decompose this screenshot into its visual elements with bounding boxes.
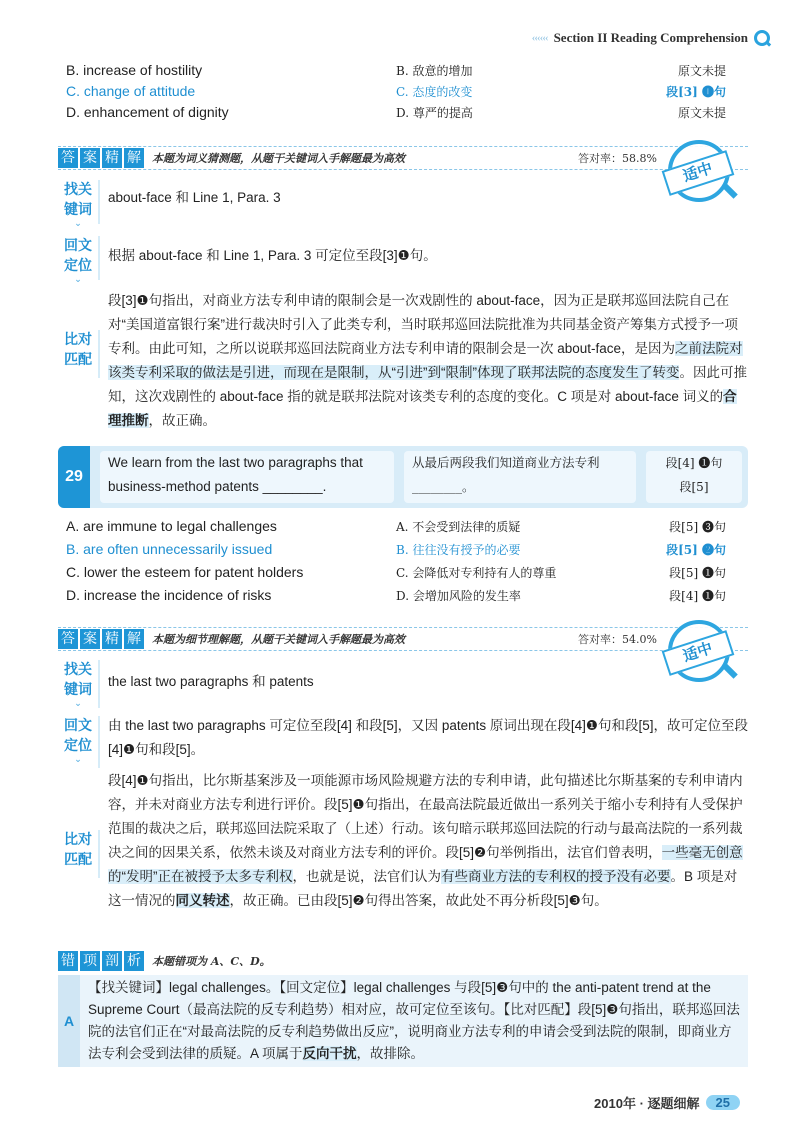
wrong-desc: 本题错项为 A、C、D。 (152, 955, 271, 968)
question-type-desc: 本题为细节理解题，从题干关键词入手解题最为高效 (152, 633, 405, 646)
locate-text: 根据 about-face 和 Line 1, Para. 3 可定位至段[3]❶句。 (108, 248, 437, 263)
locate-label: 回文定位 ⌄ (58, 716, 100, 768)
chevron-down-icon: ⌄ (74, 219, 82, 229)
q28-option-d: D. enhancement of dignity D. 尊严的提高 原文未提 (66, 104, 726, 120)
answer-bar-q28 (58, 146, 748, 170)
q28-option-c: C. change of attitude C. 态度的改变 段[3] ❶句 (66, 83, 726, 99)
question-zh: 从最后两段我们知道商业方法专利________。 (404, 451, 636, 503)
question-type-desc: 本题为词义猜测题，从题干关键词入手解题最为高效 (152, 152, 405, 165)
correct-rate: 答对率：54.0% (578, 633, 657, 646)
answer-tags: 答 案 精 解 (58, 148, 144, 168)
option-a-analysis (58, 975, 748, 1067)
q29-option-a: A. are immune to legal challenges A. 不会受到法律的质疑 段[5] ❸句 (66, 518, 726, 534)
wrong-tags: 错 项 剖 析 (58, 951, 144, 971)
answer-tags: 答 案 精 解 (58, 629, 144, 649)
chevron-down-icon: ⌄ (74, 699, 82, 709)
match-text: 段[4]❶句指出，比尔斯基案涉及一项能源市场风险规避方法的专利申请，此句描述比尔斯基案的专利申请内容，并未对商业方法专利进行评价。段[5]❶句指出，在最高法院最近做出一系列关于缩小专利持有人受保护范围的裁决之后，联邦巡回法院采取了（上述）行动。该句暗示联邦巡回法院的行动与最高法院的一系列裁决之间的因果关系，依然未谈及对商业方法专利的评价。段[5]❷句举例指出，法官们曾表明，一些毫无创意的“发明”正在被授予太多专利权，也就是说，法官们认为有些商业方法的专利权的授予没有必要。B 项是对这一情况的同义转述，故正确。已由段[5]❷句得出答案，故此处不再分析段[5]❸句。 (108, 773, 743, 908)
locate-label: 回文定位 ⌄ (58, 236, 100, 280)
footer-text: 2010年 · 逐题细解 (594, 1096, 700, 1111)
q29-option-d: D. increase the incidence of risks D. 会增加风险的发生率 段[4] ❶句 (66, 587, 726, 603)
chevron-down-icon: ⌄ (74, 755, 82, 765)
difficulty-stamp: 适中 (668, 140, 730, 202)
locate-text: 由 the last two paragraphs 可定位至段[4] 和段[5]，又因 patents 原词出现在段[4]❶句和段[5]，故可定位至段[4]❶句和段[5]。 (108, 718, 749, 757)
find-keywords-text: about-face 和 Line 1, Para. 3 (108, 190, 281, 205)
option-a-text: 【找关键词】legal challenges。【回文定位】legal challenges 与段[5]❸句中的 the anti-patent trend at the Supreme Court（最高法院的反专利趋势）相对应，故可定位至该句。【比对匹配】段[5]❸句指出，联邦巡回法院的法官们正在“对最高法院的反专利趋势做出反应”，说明商业方法专利的申请会受到法院的限制，即商业方法专利会受到法律的质疑。A 项属于反向干扰，故排除。 (88, 980, 740, 1061)
match-label: 比对匹配 (58, 830, 100, 878)
running-header (532, 30, 770, 46)
question-locations: 段[4] ❶句 段[5] (646, 451, 742, 503)
wrong-analysis-bar (58, 950, 748, 972)
match-text: 段[3]❶句指出，对商业方法专利申请的限制会是一次戏剧性的 about-face，因为正是联邦巡回法院自己在对“美国道富银行案”进行裁决时引入了此类专利，当时联邦巡回法院批准为共同基金资产筹集方式授予一项专利。由此可知，之所以说联邦巡回法院商业方法专利申请的限制会是一次 about-face，是因为之前法院对该类专利采取的做法是引进，而现在是限制，从“引进”到“限制”体现了联邦法院的态度发生了转变。因此可推知，这次戏剧性的 about-face 指的就是联邦法院对该类专利的态度的变化。C 项是对 about-face 词义的合理推断，故正确。 (108, 293, 747, 428)
question-29-box (58, 446, 748, 508)
section-title: Section II Reading Comprehension (553, 30, 748, 45)
q28-option-b: B. increase of hostility B. 敌意的增加 原文未提 (66, 62, 726, 78)
magnifier-icon (754, 30, 770, 46)
option-label: A (58, 975, 80, 1067)
chevron-down-icon: ⌄ (74, 275, 82, 285)
question-number: 29 (58, 446, 90, 508)
q29-option-b: B. are often unnecessarily issued B. 往往没有授予的必要 段[5] ❷句 (66, 541, 726, 557)
find-keywords-text: the last two paragraphs 和 patents (108, 674, 314, 689)
match-label: 比对匹配 (58, 330, 100, 378)
correct-rate: 答对率：58.8% (578, 152, 657, 165)
page-footer (594, 1093, 740, 1112)
find-keywords-label: 找关键词 ⌄ (58, 180, 100, 224)
difficulty-stamp: 适中 (668, 620, 730, 682)
arrows-icon: ‹‹‹‹‹‹ (531, 32, 548, 44)
question-en: We learn from the last two paragraphs that business-method patents ________. (100, 451, 394, 503)
page-number: 25 (706, 1095, 740, 1110)
q29-option-c: C. lower the esteem for patent holders C. 会降低对专利持有人的尊重 段[5] ❶句 (66, 564, 726, 580)
find-keywords-label: 找关键词 ⌄ (58, 660, 100, 708)
answer-bar-q29 (58, 627, 748, 651)
